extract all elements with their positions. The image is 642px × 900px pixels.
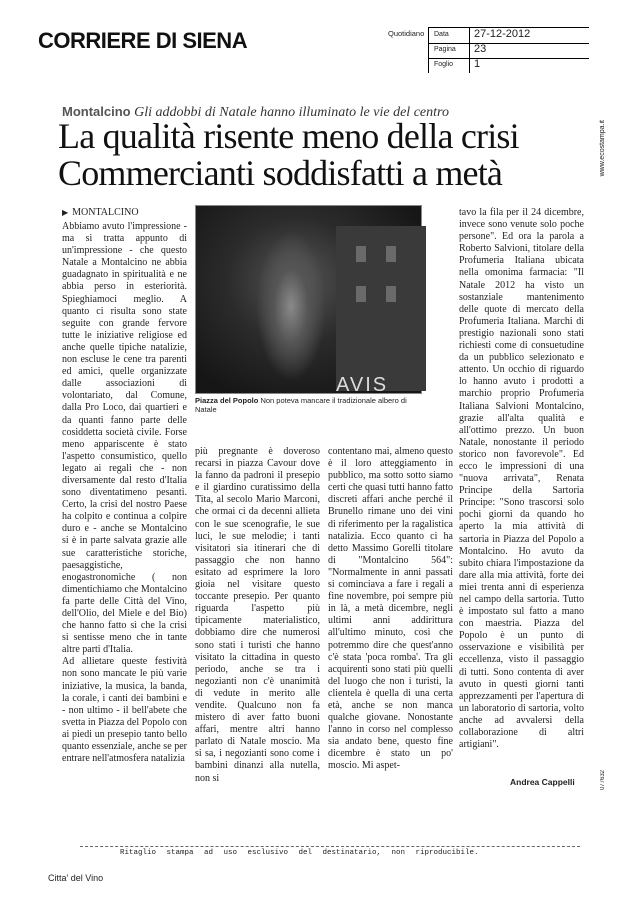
footer-divider bbox=[80, 846, 580, 848]
source-site: www.ecostampa.it bbox=[599, 120, 606, 177]
bottom-label: Citta' del Vino bbox=[48, 873, 104, 883]
author: Andrea Cappelli bbox=[510, 777, 575, 787]
christmas-tree-graphic bbox=[256, 231, 326, 381]
dateline-text: MONTALCINO bbox=[72, 207, 139, 218]
quotidiano-label: Quotidiano bbox=[388, 29, 425, 38]
meta-label: Foglio bbox=[434, 61, 454, 68]
clip-code: 077632 bbox=[600, 770, 606, 791]
dateline bbox=[62, 207, 139, 218]
headline-line-1: La qualità risente meno della crisi bbox=[58, 116, 519, 156]
meta-label: Data bbox=[434, 31, 449, 38]
headline-line-2: Commercianti soddisfatti a metà bbox=[58, 153, 503, 193]
footer-note: Ritaglio stampa ad uso esclusivo del destinatario, non riproducibile. bbox=[120, 849, 479, 857]
paragraph: Abbiamo avuto l'impressione - ma si tratta appunto di un'impressione - che questo Natale a Montalcino ne abbia guadagnato in spiritualità e ne abbia perso in esteriorità. Spieghiamoci meglio. A quanto ci risulta sono state seguite con grande fervore tutte le iniziative religiose ed anche quelle tipiche natalizie, non escluse le cene tra parenti ed amici, quelle organizzate dalle associazioni di volontariato, dal Comune, dalla Pro Loco, dai quartieri e da quanti fanno parte delle cosiddetta società civile. Forse meno appariscente è stato l'aspetto consumistico, quello legato ai regali che - non diversamente dal resto d'Italia sono diventatimeno pesanti. Certo, la crisi del nostro Paese ha colpito e continua a colpire duro e - anche se Montalcino si è in parte salvata grazie alle sue caratteristiche storiche, paesaggistiche, enogastronomiche ( non dimentichiamo che Montalcino fa parte delle Città del Vino, dell'Olio, del Miele e del Bio) che hanno fatto sì che la crisi si sentisse meno che in tante altre parti d'Italia. bbox=[62, 221, 187, 656]
caption-text: Non poteva mancare il tradizionale albero di Natale bbox=[195, 396, 407, 414]
photo-sign: AVIS bbox=[336, 374, 389, 396]
photo-caption bbox=[195, 396, 430, 414]
paragraph: più pregnante è doveroso recarsi in piazza Cavour dove la fanno da padroni il presepio e il giardino curatissimo della Tita, al secolo Mario Marconi, che ormai ci da decenni allieta con le sue scenografie, le sue luci, le sue melodie; i tanti visitatori sia itinerari che di passaggio che non hanno esitato ad esprimere la loro gioia nel visitare questo toccante presepio. Per quanto riguarda l'aspetto più tipicamente materialistico, dobbiamo dire che numerosi sono stati i turisti che hanno visitato la cittadina in questo periodo, anche se tra i negozianti non c'è unanimità di vedute in merito alle vendite. Qualcuno non fa mistero di aver fatto buoni affari, mentre altri hanno parlato di Natale moscio. Ma si sa, i negozianti sono come i bambini dinanzi alla nutella, non si bbox=[195, 446, 320, 784]
meta-box bbox=[428, 27, 589, 73]
headline bbox=[58, 118, 588, 192]
meta-value: 1 bbox=[474, 58, 481, 70]
meta-value: 27-12-2012 bbox=[474, 28, 531, 40]
paragraph: Ad allietare queste festività non sono mancate le più varie iniziative, la musica, la banda, la corale, i canti dei bambini e - non ultimo - il bell'abete che svetta in Piazza del Popolo con ai piedi un presepio tanto bello quanto essenziale, anche se per entrare nell'atmosfera natalizia bbox=[62, 656, 187, 765]
kicker-text: Gli addobbi di Natale hanno illuminato le vie del centro bbox=[134, 105, 449, 120]
kicker-location: Montalcino bbox=[62, 104, 131, 119]
article-photo bbox=[195, 205, 422, 394]
meta-label: Pagina bbox=[434, 46, 456, 53]
meta-value: 23 bbox=[474, 43, 487, 55]
article-column-4 bbox=[459, 207, 584, 767]
article-column-3 bbox=[328, 446, 453, 776]
triangle-icon: ▶ bbox=[62, 208, 69, 217]
newspaper-logo: CORRIERE DI SIENA bbox=[38, 28, 248, 53]
meta-row-sheet bbox=[429, 58, 589, 73]
caption-bold: Piazza del Popolo bbox=[195, 396, 259, 405]
paragraph: contentano mai, almeno questo è il loro atteggiamento in pubblico, ma sotto sotto siamo certi che quasi tutti hanno fatto discreti affari anche perché il Brunello rimane uno dei vini di riferimento per la ragalistica natalizia. Ecco quanto ci ha detto Massimo Gorelli titolare di "Montalcino 564": "Normalmente in anni passati si cominciava a fare i regali a fine novembre, poi sempre più in là, a metà dicembre, negli ultimi anni addirittura all'ultimo minuto, così che potremmo dire che quest'anno c'è stata 'poca romba'. Tra gli acquirenti sono stati più quelli del luogo che non i turisti, la clientela è quella di una certa età, anche se non manca qualche giovane. Nonostante l'anno in corso nel complesso sia andato bene, questo fine dicembre è stato un po' moscio. Mi aspet- bbox=[328, 446, 453, 772]
meta-row-date bbox=[429, 28, 589, 44]
article-column-2 bbox=[195, 446, 320, 784]
paragraph: tavo la fila per il 24 dicembre, invece sono venute solo poche persone". Ed ora la parola a Roberto Salvioni, titolare della Profumeria Italiana ubicata nella omonima farmacia: "Il Natale 2012 ha visto un sostanziale mantenimento delle quote di mercato della Profumeria Italiana. Marchi di prestigio nazionali sono stati richiesti come di consuetudine da un pubblico selezionato e attento. Un occhio di riguardo lo hanno avuto i prodotti a marchio proprio Profumeria Italiana Salvioni Montalcino, grazie all'alta qualità e all'ottimo prezzo. Un buon Natale, nonostante il periodo storico non favorevole". Ed ecco le impressioni di una "nuova arrivata", Renata Principe della Sartoria Principe: "Sono trascorsi solo pochi giorni da quando ho aperto la mia attività di sartoria in Piazza del Popolo a Montalcino. Ho avuto da subito chiara l'impostazione da dare alla mia attività, forte dei miei trenta anni di esperienza nel campo della sartoria. Tutto è impostato sul fatto a mano con maestria. Piazza del Popolo è un punto di osservazione e visibilità per eccellenza, visto il passaggio di tutti. Sono contenta di aver avuto in questi giorni tanti apprezzamenti per l'apertura di un laboratorio di sartoria, volto anche ad avvalersi della collaborazione di altri artigiani". bbox=[459, 207, 584, 751]
article-column-1 bbox=[62, 221, 187, 776]
meta-row-page bbox=[429, 43, 589, 59]
